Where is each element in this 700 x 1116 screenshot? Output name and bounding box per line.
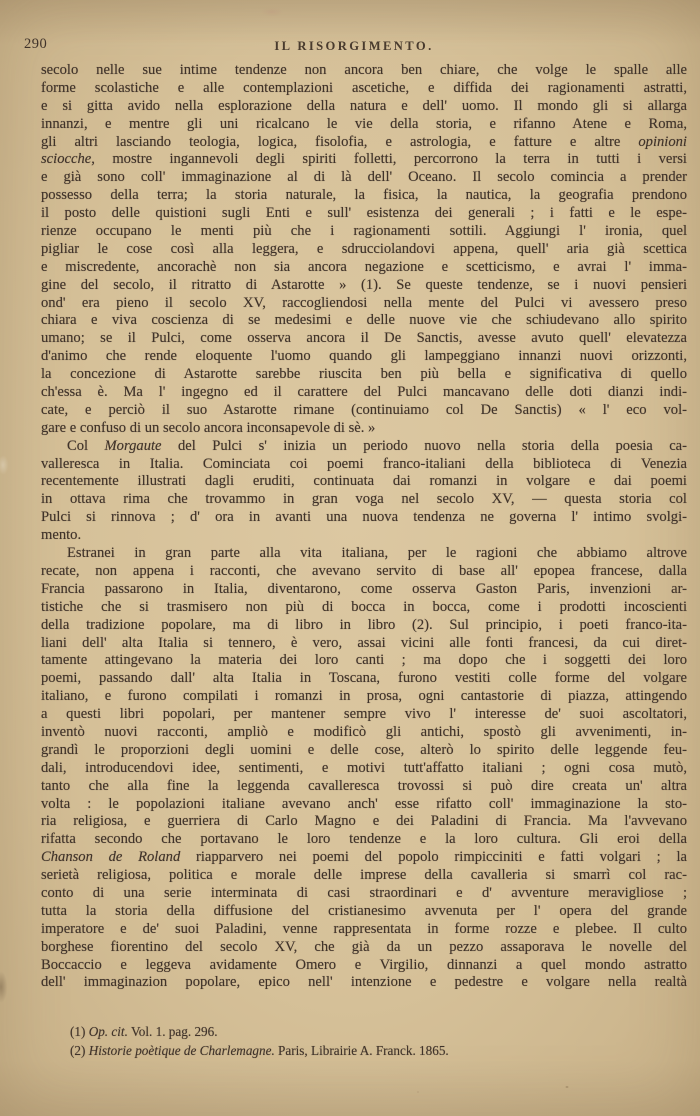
text-line: grandì le proporzioni degli uomini e delle cose, alterò lo spirito delle leggende feu-	[41, 741, 687, 758]
body-text	[41, 62, 687, 992]
text-line: tamente attingevano la materia dei loro canti ; ma dopo che i soggetti dei loro	[41, 652, 687, 669]
text-line: recentemente illustrati dagli eruditi, continuata dai romanzi in volgare e dai poemi	[41, 473, 687, 490]
paragraph	[41, 438, 687, 545]
text-line: possesso della terra; la storia naturale, la fisica, la nautica, la geografia prendono	[41, 187, 687, 204]
text-line: serietà religiosa, politica e morale delle imprese della cavalleria si smarrì col rac-	[41, 867, 687, 884]
text-line: poemi, passando dall' alta Italia in Toscana, furono vestiti colle forme del volgare	[41, 670, 687, 687]
text-line: innanzi, e mentre gli uni ricalcano le vie della storia, e rifanno Atene e Roma,	[41, 115, 687, 132]
paragraph	[41, 62, 687, 438]
text-line: e si gitta avido nella esplorazione della natura e dell' uomo. Il mondo gli si allarga	[41, 97, 687, 114]
text-line: dali, introducendovi idee, sentimenti, e motivi tutt'affatto italiani ; ogni cosa mutò,	[41, 759, 687, 776]
text-line: chiara e viva coscienza di se medesimi e delle nuove vie che schiudevano allo spirito	[41, 312, 687, 329]
text-line: tistiche che si trasmisero non più di bocca in bocca, come i prodotti incoscienti	[41, 598, 687, 615]
page-header	[0, 0, 700, 60]
text-line: il posto delle quistioni sugli Enti e sull' esistenza dei generali ; i fatti e le espe-	[41, 205, 687, 222]
text-line: e già sono coll' immaginazione al di là dell' Oceano. Il secolo comincia a prender	[41, 169, 687, 186]
text-line: rienze occupano le menti più che i ragionamenti sottili. Aggiungi l' ironia, quel	[41, 223, 687, 240]
text-line: Chanson de Roland riapparvero nei poemi del popolo rimpicciniti e fatti volgari ; la	[41, 849, 687, 866]
text-line: ria religiosa, e guerriera di Carlo Magno e dei Paladini di Francia. Ma l'avvevano	[41, 813, 687, 830]
paragraph	[41, 545, 687, 992]
text-line: a questi libri popolari, per mantener sempre vivo l' interesse de' suoi ascoltatori,	[41, 706, 687, 723]
text-line: secolo nelle sue intime tendenze non ancora ben chiare, che volge le spalle alle	[41, 62, 687, 78]
text-line: forme scolastiche e alle contemplazioni ascetiche, e diffida dei ragionamenti astratti,	[41, 79, 687, 96]
footnote: (2) Historie poètique de Charlemagne. Paris, Librairie A. Franck. 1865.	[70, 1043, 449, 1058]
text-line: della tradizione popolare, ma di libro in libro (2). Sul principio, i poeti franco-ita-	[41, 616, 687, 633]
text-line: cate, e perciò il suo Astarotte rimane (continuiamo col De Sanctis) « l' eco vol-	[41, 401, 687, 418]
text-line: mento.	[41, 527, 82, 544]
text-line: ch'essa è. Ma l' ingegno ed il carattere del Pulci mancavano delle doti dianzi indi-	[41, 384, 687, 401]
text-line: Francia passarono in Italia, diventarono, come osserva Gaston Paris, invenzioni ar-	[41, 580, 687, 597]
text-line: ond' era pieno il secolo XV, raccogliendosi nella mente del Pulci vi avessero preso	[41, 294, 687, 311]
text-line: inventò nuovi racconti, ampliò e modificò gli antichi, spostò gli avvenimenti, in-	[41, 723, 687, 740]
text-line: valleresca in Italia. Cominciata coi poemi franco-italiani della biblioteca di Venezia	[41, 455, 687, 472]
text-line: italiano, e furono compilati i romanzi in prosa, ogni cantastorie di piazza, attingendo	[41, 688, 687, 705]
running-title: IL RISORGIMENTO.	[274, 39, 434, 53]
text-line: pigliar le cose così alla leggera, e sdrucciolandovi appena, quell' aria già scettica	[41, 240, 687, 257]
text-line: gine del secolo, il ritratto di Astarotte » (1). Se queste tendenze, se i nuovi pensieri	[41, 276, 687, 293]
text-line: tutta la storia della diffusione del cristianesimo avvenuta per l' opera del grande	[41, 902, 687, 919]
text-line: liani dell' alta Italia si tennero, è vero, assai vicini alle fonti francesi, da cui diret-	[41, 634, 687, 651]
text-line: imperatore e de' suoi Paladini, venne rappresentata in forme rozze e plebee. Il culto	[41, 920, 687, 937]
footnotes	[70, 1022, 650, 1060]
text-line: conto di una serie interminata di casi straordinari e d' avventure meravigliose ;	[41, 884, 687, 901]
text-line: e miscredente, ancorachè non sia ancora negazione e scetticismo, e avrai l' imma-	[41, 258, 687, 275]
text-line: recate, non appena i racconti, che avevano servito di base all' epopea francese, dalla	[41, 562, 687, 579]
text-line: dell' immaginazion popolare, epico nell' intenzione e pedestre e volgare nella realtà	[41, 974, 687, 991]
text-line: rifatta secondo che portavano le loro tendenze e la loro cultura. Gli eroi della	[41, 831, 687, 848]
text-line: la concezione di Astarotte sarebbe riuscita ben più bella e significativa di quello	[41, 366, 687, 383]
text-line: d'animo che rende eloquente l'uomo quando gli lampeggiano innanzi nuovi orizzonti,	[41, 348, 687, 365]
text-line: volta : le popolazioni italiane avevano anch' esse rifatto coll' immaginazione la sto-	[41, 795, 687, 812]
footnote: (1) Op. cit. Vol. 1. pag. 296.	[70, 1024, 218, 1039]
text-line: in ottava rima che trovammo in gran voga nel secolo XV, — questa storia col	[41, 491, 687, 508]
text-line: gare e confuso di un secolo ancora inconsapevole di sè. »	[41, 419, 376, 436]
text-line: gli altri lasciando teologia, logica, fisolofia, e astrologia, e fatture e altre opinioni	[41, 133, 687, 150]
text-line: Boccaccio e leggeva avidamente Omero e Virgilio, dinnanzi a quel mondo astratto	[41, 956, 687, 973]
text-line: Pulci si rinnova ; d' ora in avanti una nuova tendenza ne governa l' intimo svolgi-	[41, 509, 687, 526]
text-line: sciocche, mostre ingannevoli degli spiriti folletti, percorrono la terra in tutti i versi	[41, 151, 687, 168]
text-line: tanto che alla fine la leggenda cavalleresca trovossi si può dire creata un' altra	[41, 777, 687, 794]
text-line: borghese fiorentino del secolo XV, che già da un pezzo assaporava le novelle del	[41, 938, 687, 955]
text-line: umano; se il Pulci, come osserva ancora il De Sanctis, avesse avuto quell' elevatezza	[41, 330, 687, 347]
page-number: 290	[24, 36, 48, 52]
text-line: Estranei in gran parte alla vita italiana, per le ragioni che abbiamo altrove	[67, 545, 687, 562]
text-line: Col Morgaute del Pulci s' inizia un periodo nuovo nella storia della poesia ca-	[67, 437, 688, 454]
